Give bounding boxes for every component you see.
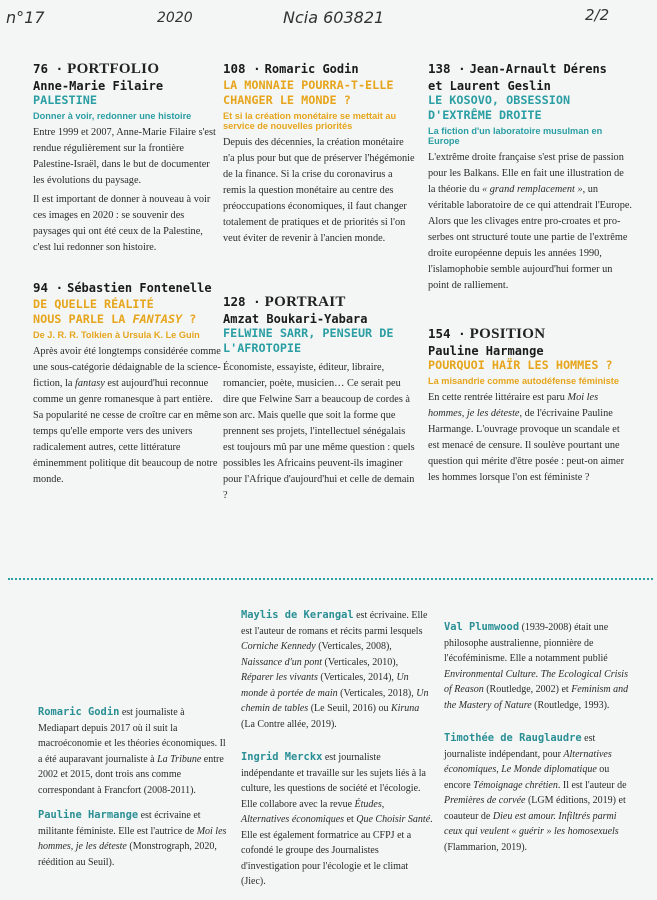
bio-em: Études bbox=[354, 798, 382, 810]
article-paragraph: Entre 1999 et 2007, Anne-Marie Filaire s'est rendue régulièrement sur la frontière Palestine-Israël, dans le but de documenter les évolutions du paysage. bbox=[33, 127, 216, 186]
bio-harmange bbox=[38, 808, 228, 870]
article-author-second: et Laurent Geslin bbox=[428, 79, 551, 93]
title-line bbox=[33, 312, 223, 327]
article-number: 138 · bbox=[428, 61, 466, 76]
article-number: 128 · bbox=[223, 294, 261, 309]
bios-column-1 bbox=[38, 705, 228, 880]
bio-em: La Tribune bbox=[157, 753, 202, 765]
body-text: L'extrême droite française s'est prise de passion pour les Balkans. Elle en fait une illustration de la théorie du bbox=[428, 152, 624, 195]
body-text: Après avoir été longtemps considérée comme une sous-catégorie dédaignable de la science-fiction, la bbox=[33, 346, 221, 389]
bio-name: Timothée de Rauglaudre bbox=[444, 732, 582, 744]
bio-em: Alternatives économiques bbox=[241, 814, 345, 825]
bio-em: Naissance d'un pont bbox=[241, 656, 323, 668]
bio-text: (Flammarion, 2019). bbox=[444, 841, 528, 853]
bio-em: Témoignage chrétien bbox=[473, 779, 558, 791]
bio-text: (Le Seuil, 2016) ou bbox=[308, 703, 391, 714]
bio-text: et bbox=[344, 814, 357, 825]
bio-text: (Verticales, 2014), bbox=[317, 672, 397, 683]
article-subtitle: La misandrie comme autodéfense féministe bbox=[428, 376, 619, 386]
bio-text: entre 2002 et 2015, dont trois ans comme correspondant à Francfort (2008-2011). bbox=[38, 753, 224, 796]
bio-em: Environmental Culture. The Ecological Crisis of Reason bbox=[444, 668, 628, 695]
bios-column-3 bbox=[444, 620, 636, 865]
bio-plumwood bbox=[444, 620, 636, 713]
article-subtitle: La fiction d'un laboratoire musulman en Europe bbox=[428, 126, 603, 146]
article-subtitle: Et si la création monétaire se mettait au service de nouvelles priorités bbox=[223, 111, 397, 131]
bio-em: Moi les hommes, je les déteste bbox=[38, 825, 227, 852]
body-em: Moi les hommes, je les déteste bbox=[428, 392, 599, 419]
bio-em: Réparer les vivants bbox=[241, 672, 318, 683]
bio-text: . Il est l'auteur de bbox=[557, 779, 627, 791]
bio-text: (Monstrograph, 2020, réédition au Seuil). bbox=[38, 841, 217, 868]
bio-em: Corniche Kennedy bbox=[241, 641, 316, 652]
bio-text: est écrivaine. Elle est l'auteur de romans et récits parmi lesquels bbox=[241, 610, 428, 637]
bio-text: est journaliste indépendant, pour bbox=[444, 733, 596, 760]
article-author: Anne-Marie Filaire bbox=[33, 79, 164, 93]
section-label: PORTRAIT bbox=[264, 294, 346, 310]
article-number: 94 · bbox=[33, 280, 64, 295]
bio-text: est journaliste à Mediapart depuis 2017 où il suit la macroéconomie et les théories économiques. Il a été auparavant journaliste à bbox=[38, 707, 226, 765]
handwritten-page: 2/2 bbox=[585, 6, 610, 24]
article-body: Depuis des décennies, la création monétaire n'a plus pour but que de préserver l'hégémonie de la finance. Si la crise du coronavirus a remis la question monétaire au centre des préoccupations économiques, il faut changer totalement de pratiques et de priorités si l'on veut éviter de revenir à l'ancien monde. bbox=[223, 137, 415, 244]
bio-text: (Verticales, 2018), bbox=[337, 687, 417, 699]
bio-text: . Elle est également formatrice au CFPJ et a cofondé le groupe des Journalistes d'investigation pour l'écologie et le climat (Jiec). bbox=[241, 814, 433, 887]
article-title: FELWINE SARR, PENSEUR DE L'AFROTOPIE bbox=[223, 326, 394, 355]
bio-kerangal bbox=[241, 608, 433, 732]
bio-text: (Verticales, 2010), bbox=[322, 656, 399, 668]
bio-godin bbox=[38, 705, 228, 798]
bio-em: Le Monde diplomatique bbox=[501, 764, 597, 775]
bio-text: (1939-2008) était une philosophe australienne, pionnière de l'écoféminisme. Elle a notamment publié bbox=[444, 622, 609, 664]
article-body bbox=[33, 344, 223, 488]
article-128 bbox=[223, 293, 415, 504]
body-text: , un véritable laboratoire de ce qui attendrait l'Europe. Alors que les clivages entre pro-croates et pro-serbes ont structuré toute une partie de l'extrême droite européenne depuis les années 1990, l'islamophobie semble aujourd'hui former un point de ralliement. bbox=[428, 184, 632, 291]
bio-name: Ingrid Merckx bbox=[241, 751, 323, 763]
bio-em: Kiruna bbox=[390, 703, 420, 714]
article-138 bbox=[428, 60, 633, 294]
title-part: ? bbox=[182, 312, 197, 326]
bios-column-2 bbox=[241, 608, 433, 900]
bio-rauglaudre bbox=[444, 731, 636, 855]
bio-text: ou encore bbox=[444, 764, 610, 791]
article-title: POURQUOI HAÏR LES HOMMES ? bbox=[428, 358, 613, 372]
body-text: En cette rentrée littéraire est paru bbox=[428, 392, 568, 403]
article-paragraph: Il est important de donner à nouveau à voir ces images en 2020 : se souvenir des paysages qui ont été ceux de la Palestine, c'est lui redonner son histoire. bbox=[33, 194, 211, 253]
article-number: 108 · bbox=[223, 61, 261, 76]
article-94 bbox=[33, 279, 223, 488]
article-subtitle: De J. R. R. Tolkien à Ursula K. Le Guin bbox=[33, 330, 200, 340]
bio-em: Dieu est amour. Infiltrés parmi ceux qui veulent « guérir » les homosexuels bbox=[444, 810, 619, 837]
article-title: LE KOSOVO, OBSESSION D'EXTRÊME DROITE bbox=[428, 93, 571, 122]
bio-text: est journaliste indépendante et travaille sur les sujets liés à la culture, les questions de société et l'écologie. Elle collabore avec la revue bbox=[241, 752, 426, 810]
title-part: NOUS PARLE LA bbox=[33, 312, 133, 326]
handwritten-issue: n°17 bbox=[6, 8, 45, 27]
article-body bbox=[33, 125, 223, 256]
handwritten-year: 2020 bbox=[157, 10, 193, 26]
bio-name: Romaric Godin bbox=[38, 706, 120, 718]
article-title: PALESTINE bbox=[33, 93, 97, 107]
bio-name: Val Plumwood bbox=[444, 621, 520, 633]
bio-em: Alternatives économiques bbox=[444, 748, 612, 775]
article-author: Romaric Godin bbox=[264, 62, 359, 76]
body-em: « grand remplacement » bbox=[482, 184, 583, 195]
article-author: Amzat Boukari-Yabara bbox=[223, 312, 368, 326]
bio-text: est écrivaine et militante féministe. Elle est l'autrice de bbox=[38, 810, 201, 837]
article-body bbox=[428, 390, 633, 486]
article-author: Pauline Harmange bbox=[428, 344, 544, 358]
body-text: est aujourd'hui reconnue comme un genre romanesque à part entière. Sa popularité ne cesse de croître car en même temps qu'elle emporte vers des univers radicalement autres, cette littérature éminemment politique dit beaucoup de notre monde. bbox=[33, 378, 222, 485]
bio-em: Que Choisir Santé bbox=[356, 814, 431, 825]
bio-merckx bbox=[241, 750, 433, 890]
article-154 bbox=[428, 325, 633, 486]
bio-em: Un chemin de tables bbox=[241, 687, 429, 714]
article-author: Jean-Arnault Dérens bbox=[469, 62, 607, 76]
bio-text: (Routledge, 1993). bbox=[531, 699, 610, 711]
bio-em: Premières de corvée bbox=[444, 795, 526, 806]
body-em: fantasy bbox=[75, 378, 105, 389]
article-108 bbox=[223, 60, 415, 247]
bio-text: (La Contre allée, 2019). bbox=[241, 718, 337, 730]
section-divider bbox=[8, 578, 653, 580]
bio-text: (Routledge, 2002) et bbox=[483, 684, 572, 695]
bio-text: , bbox=[496, 764, 502, 775]
body-text: , de l'écrivaine Pauline Harmange. L'ouvrage provoque un scandale et est menacé de censure. Il soulève pourtant une question qui mérite d'être posée : peut-on aimer les hommes lorsque l'on est féministe ? bbox=[428, 408, 625, 483]
section-label: POSITION bbox=[469, 326, 546, 342]
bio-text: (Verticales, 2008), bbox=[315, 641, 392, 652]
title-em: FANTASY bbox=[132, 312, 183, 326]
bio-em: Un monde à portée de main bbox=[241, 672, 409, 699]
article-body: Économiste, essayiste, éditeur, libraire, romancier, poète, musicien… Ce serait peu dire que Felwine Sarr a beaucoup de cordes à son arc. Mais quelle que soit la forme que prennent ses projets, l'intellectuel sénégalais est toujours mû par une même question : quels possibles les Africains peuvent-ils imaginer pour l'Afrique d'aujourd'hui et celle de demain ? bbox=[223, 362, 415, 501]
article-subtitle: Donner à voir, redonner une histoire bbox=[33, 111, 192, 121]
article-76 bbox=[33, 60, 223, 259]
article-title: LA MONNAIE POURRA-T-ELLE CHANGER LE MONDE ? bbox=[223, 78, 394, 107]
bio-em: Feminism and the Mastery of Nature bbox=[444, 684, 629, 711]
bio-text: , bbox=[381, 798, 385, 810]
article-body bbox=[428, 150, 633, 294]
handwritten-ref: Ncia 603821 bbox=[283, 8, 385, 27]
article-title bbox=[33, 297, 223, 327]
section-label: PORTFOLIO bbox=[67, 61, 160, 77]
title-line: DE QUELLE RÉALITÉ bbox=[33, 297, 154, 311]
article-number: 154 · bbox=[428, 326, 466, 341]
bio-name: Pauline Harmange bbox=[38, 809, 139, 821]
article-author: Sébastien Fontenelle bbox=[67, 281, 212, 295]
article-number: 76 · bbox=[33, 61, 64, 76]
bio-text: (LGM éditions, 2019) et coauteur de bbox=[444, 795, 626, 822]
bio-name: Maylis de Kerangal bbox=[241, 609, 354, 621]
